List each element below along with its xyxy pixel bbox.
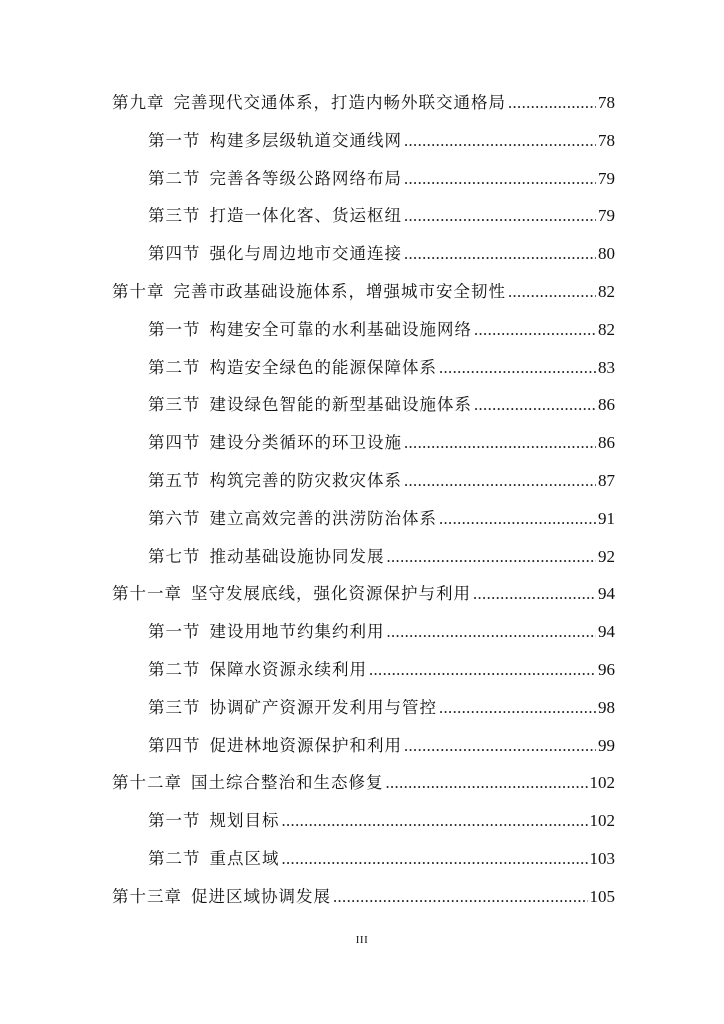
toc-entry-number: 第一节 xyxy=(148,130,201,150)
toc-entry-number: 第二节 xyxy=(148,357,201,377)
toc-entry-label xyxy=(148,349,437,387)
toc-chapter-entry[interactable] xyxy=(112,273,615,311)
toc-page-number: 80 xyxy=(598,244,615,264)
toc-entry-title: 强化与周边地市交通连接 xyxy=(209,244,402,264)
dot-leader xyxy=(474,386,596,424)
toc-section-entry[interactable] xyxy=(112,122,615,160)
toc-page-number: 79 xyxy=(598,206,615,226)
toc-entry-label xyxy=(112,273,506,311)
dot-leader xyxy=(282,840,588,878)
toc-entry-number: 第六节 xyxy=(148,508,201,528)
toc-page-number: 87 xyxy=(598,470,615,490)
toc-page-number: 83 xyxy=(598,357,615,377)
dot-leader xyxy=(508,273,596,311)
toc-entry-title: 促进林地资源保护和利用 xyxy=(209,735,402,755)
toc-entry-title: 打造一体化客、货运枢纽 xyxy=(209,206,402,226)
toc-section-entry[interactable] xyxy=(112,424,615,462)
toc-section-entry[interactable] xyxy=(112,386,615,424)
toc-page-number: 102 xyxy=(589,811,615,831)
toc-entry-number: 第四节 xyxy=(148,735,201,755)
toc-entry-label xyxy=(148,689,437,727)
toc-page-number: 94 xyxy=(598,622,615,642)
toc-entry-label xyxy=(148,386,472,424)
toc-section-entry[interactable] xyxy=(112,689,615,727)
toc-page-number: 82 xyxy=(598,319,615,339)
toc-section-entry[interactable] xyxy=(112,651,615,689)
toc-entry-label xyxy=(148,424,402,462)
toc-section-entry[interactable] xyxy=(112,500,615,538)
toc-section-entry[interactable] xyxy=(112,840,615,878)
toc-page-number: 78 xyxy=(598,93,615,112)
toc-entry-title: 构建安全可靠的水利基础设施网络 xyxy=(209,319,472,339)
toc-entry-title: 坚守发展底线，强化资源保护与利用 xyxy=(191,584,471,604)
dot-leader xyxy=(439,500,596,538)
toc-entry-number: 第四节 xyxy=(148,244,201,264)
toc-entry-label xyxy=(112,84,506,122)
toc-entry-label xyxy=(148,613,385,651)
toc-entry-number: 第九章 xyxy=(112,93,165,112)
dot-leader xyxy=(404,122,596,160)
page-number: III xyxy=(355,934,369,946)
toc-page-number: 98 xyxy=(598,697,615,717)
toc-section-entry[interactable] xyxy=(112,311,615,349)
dot-leader xyxy=(404,424,596,462)
toc-section-entry[interactable] xyxy=(112,160,615,198)
toc-chapter-entry[interactable] xyxy=(112,878,615,916)
toc-entry-title: 完善现代交通体系，打造内畅外联交通格局 xyxy=(173,93,506,112)
toc-entry-title: 重点区域 xyxy=(209,848,280,868)
dot-leader xyxy=(404,235,596,273)
toc-entry-label xyxy=(148,802,280,840)
toc-entry-number: 第三节 xyxy=(148,697,201,717)
toc-entry-number: 第二节 xyxy=(148,659,201,679)
toc-entry-number: 第四节 xyxy=(148,433,201,453)
toc-entry-label xyxy=(148,538,385,576)
toc-entry-title: 建设分类循环的环卫设施 xyxy=(209,433,402,453)
toc-entry-title: 促进区域协调发展 xyxy=(191,886,331,906)
toc-entry-title: 保障水资源永续利用 xyxy=(209,659,367,679)
dot-leader xyxy=(439,349,596,387)
toc-page-number: 79 xyxy=(598,168,615,188)
toc-entry-title: 推动基础设施协同发展 xyxy=(209,546,385,566)
toc-entry-title: 国土综合整治和生态修复 xyxy=(191,773,384,793)
toc-section-entry[interactable] xyxy=(112,802,615,840)
toc-page-number: 82 xyxy=(598,281,615,301)
toc-entry-number: 第十二章 xyxy=(112,773,182,793)
toc-entry-number: 第二节 xyxy=(148,168,201,188)
toc-entry-number: 第二节 xyxy=(148,848,201,868)
dot-leader xyxy=(404,160,596,198)
dot-leader xyxy=(474,311,596,349)
toc-entry-label xyxy=(148,160,402,198)
toc-page-number: 102 xyxy=(589,773,615,793)
toc-section-entry[interactable] xyxy=(112,613,615,651)
toc-page-number: 86 xyxy=(598,433,615,453)
toc-section-entry[interactable] xyxy=(112,538,615,576)
toc-chapter-entry[interactable] xyxy=(112,764,615,802)
toc-entry-label xyxy=(148,462,402,500)
dot-leader xyxy=(404,462,596,500)
dot-leader xyxy=(369,651,596,689)
toc-chapter-entry[interactable] xyxy=(112,575,615,613)
toc-entry-title: 构造安全绿色的能源保障体系 xyxy=(209,357,437,377)
toc-page-number: 96 xyxy=(598,659,615,679)
toc-entry-label xyxy=(148,122,402,160)
toc-entry-number: 第一节 xyxy=(148,319,201,339)
toc-section-entry[interactable] xyxy=(112,727,615,765)
toc-entry-title: 建立高效完善的洪涝防治体系 xyxy=(209,508,437,528)
dot-leader xyxy=(333,878,588,916)
toc-entry-number: 第十一章 xyxy=(112,584,182,604)
toc-page-number: 105 xyxy=(589,886,615,906)
toc-page-number: 99 xyxy=(598,735,615,755)
toc-entry-label xyxy=(148,197,402,235)
toc-entry-label xyxy=(148,235,402,273)
toc-entry-title: 协调矿产资源开发利用与管控 xyxy=(209,697,437,717)
dot-leader xyxy=(404,197,596,235)
toc-entry-number: 第三节 xyxy=(148,206,201,226)
toc-entry-title: 建设绿色智能的新型基础设施体系 xyxy=(209,395,472,415)
toc-entry-title: 构筑完善的防灾救灾体系 xyxy=(209,470,402,490)
dot-leader xyxy=(473,575,596,613)
toc-entry-number: 第一节 xyxy=(148,811,201,831)
toc-entry-number: 第三节 xyxy=(148,395,201,415)
toc-entry-label xyxy=(148,840,280,878)
toc-entry-label xyxy=(112,764,384,802)
toc-entry-title: 完善市政基础设施体系，增强城市安全韧性 xyxy=(173,281,506,301)
toc-entry-title: 完善各等级公路网络布局 xyxy=(209,168,402,188)
dot-leader xyxy=(387,538,597,576)
dot-leader xyxy=(387,613,597,651)
toc-section-entry[interactable] xyxy=(112,349,615,387)
toc-entry-label xyxy=(148,500,437,538)
toc-page-number: 94 xyxy=(598,584,615,604)
dot-leader xyxy=(508,84,596,122)
toc-entry-title: 规划目标 xyxy=(209,811,280,831)
toc-entry-number: 第七节 xyxy=(148,546,201,566)
toc-page-number: 78 xyxy=(598,130,615,150)
toc-entry-number: 第五节 xyxy=(148,470,201,490)
table-of-contents xyxy=(112,84,615,916)
toc-entry-title: 建设用地节约集约利用 xyxy=(209,622,385,642)
toc-entry-number: 第一节 xyxy=(148,622,201,642)
toc-page-number: 86 xyxy=(598,395,615,415)
toc-section-entry[interactable] xyxy=(112,197,615,235)
toc-page-number: 92 xyxy=(598,546,615,566)
toc-page-number: 103 xyxy=(589,848,615,868)
dot-leader xyxy=(439,689,596,727)
toc-entry-label xyxy=(148,311,472,349)
toc-section-entry[interactable] xyxy=(112,462,615,500)
toc-chapter-entry[interactable] xyxy=(112,84,615,122)
toc-entry-label xyxy=(112,878,331,916)
toc-entry-number: 第十章 xyxy=(112,281,165,301)
toc-section-entry[interactable] xyxy=(112,235,615,273)
toc-entry-title: 构建多层级轨道交通线网 xyxy=(209,130,402,150)
toc-entry-label xyxy=(148,651,367,689)
dot-leader xyxy=(386,764,588,802)
dot-leader xyxy=(282,802,588,840)
toc-entry-number: 第十三章 xyxy=(112,886,182,906)
toc-entry-label xyxy=(112,575,471,613)
toc-entry-label xyxy=(148,727,402,765)
dot-leader xyxy=(404,727,596,765)
toc-page-number: 91 xyxy=(598,508,615,528)
